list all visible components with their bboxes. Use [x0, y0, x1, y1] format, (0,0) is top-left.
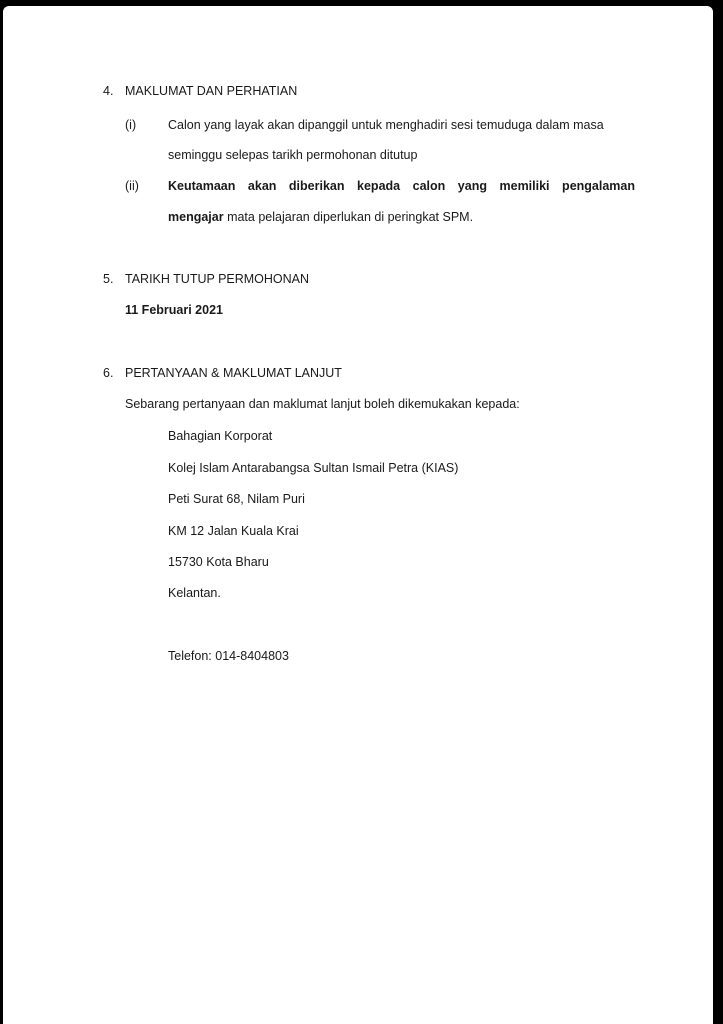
section-4-number: 4.: [103, 84, 114, 98]
address-line-4: KM 12 Jalan Kuala Krai: [168, 524, 299, 538]
address-line-3: Peti Surat 68, Nilam Puri: [168, 492, 305, 506]
phone-number: Telefon: 014-8404803: [168, 649, 289, 663]
item-ii-line-2-rest: mata pelajaran diperlukan di peringkat SPM.: [223, 210, 474, 224]
address-line-1: Bahagian Korporat: [168, 429, 273, 443]
address-line-2: Kolej Islam Antarabangsa Sultan Ismail Petra (KIAS): [168, 461, 459, 475]
item-i-line-1: Calon yang layak akan dipanggil untuk menghadiri sesi temuduga dalam masa: [168, 118, 604, 132]
item-ii-line-2-bold: mengajar: [168, 210, 224, 224]
item-ii-line-1: Keutamaan akan diberikan kepada calon yang memiliki pengalaman: [168, 179, 635, 193]
address-line-6: Kelantan.: [168, 586, 221, 600]
section-5-title: TARIKH TUTUP PERMOHONAN: [125, 272, 310, 286]
section-4-title: MAKLUMAT DAN PERHATIAN: [125, 84, 298, 98]
document-page: [3, 6, 713, 1024]
section-6-title: PERTANYAAN & MAKLUMAT LANJUT: [125, 366, 342, 380]
item-ii-line-2: [168, 210, 473, 225]
section-5-number: 5.: [103, 272, 114, 286]
item-i-marker: (i): [125, 118, 137, 132]
enquiry-intro: Sebarang pertanyaan dan maklumat lanjut boleh dikemukakan kepada:: [125, 397, 520, 411]
item-ii-marker: (ii): [125, 179, 139, 193]
section-6-number: 6.: [103, 366, 114, 380]
item-i-line-2: seminggu selepas tarikh permohonan ditutup: [168, 148, 418, 162]
closing-date: 11 Februari 2021: [125, 303, 223, 317]
address-line-5: 15730 Kota Bharu: [168, 555, 269, 569]
